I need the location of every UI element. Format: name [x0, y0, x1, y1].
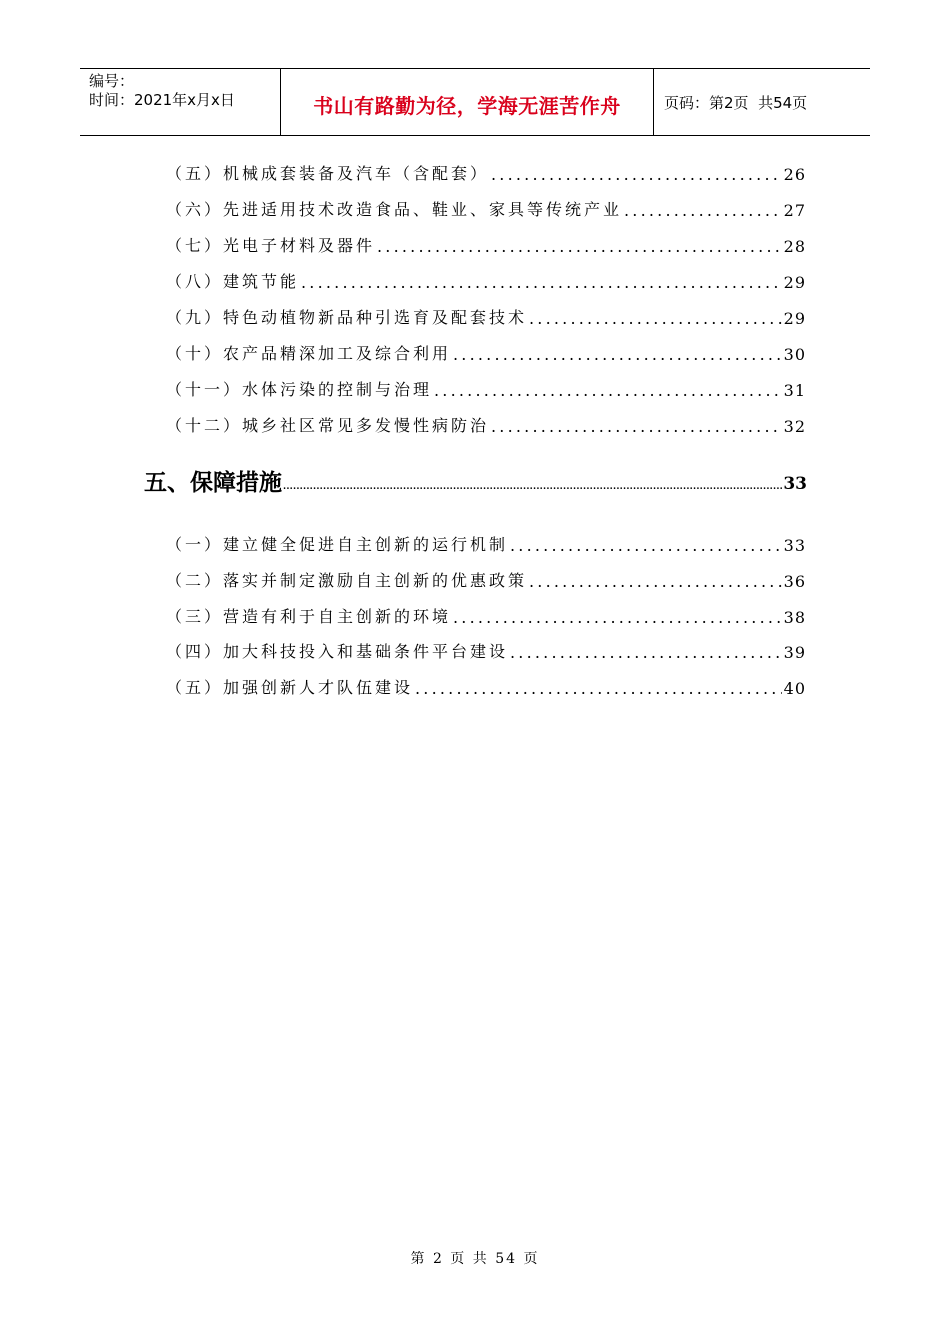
toc-entry-title: （九）特色动植物新品种引选育及配套技术: [166, 308, 528, 327]
toc-leader-dots: [377, 237, 782, 256]
toc-entry[interactable]: [166, 565, 806, 591]
toc-entry-title: （二）落实并制定激励自主创新的优惠政策: [166, 571, 528, 590]
header-page-label: 页码：第2页 共54页: [664, 93, 808, 112]
toc-entry-page: 36: [783, 572, 806, 591]
toc-entry-page: 27: [783, 201, 806, 220]
footer-page-number: 第 2 页 共 54 页: [410, 1251, 540, 1267]
toc-entry-title: （八）建筑节能: [166, 272, 300, 291]
toc-entry-page: 33: [783, 536, 806, 555]
toc-leader-dots: [415, 679, 782, 698]
toc-leader-dots: [529, 309, 782, 328]
toc-leader-dots: [491, 417, 782, 436]
toc-section-page: 33: [783, 474, 807, 494]
toc-entry-page: 38: [783, 608, 806, 627]
toc-leader-dots: [301, 273, 782, 292]
toc-entry-page: 32: [783, 417, 806, 436]
toc-leader-dots: [453, 608, 782, 627]
toc-entry-page: 40: [783, 679, 806, 698]
toc-entry-title: （七）光电子材料及器件: [166, 236, 376, 255]
toc-entry-page: 29: [783, 273, 806, 292]
toc-leader-dots: [283, 482, 782, 492]
document-time-label: 时间：2021年x月x日: [89, 91, 235, 109]
toc-section-entry[interactable]: [144, 464, 807, 498]
toc-entry-title: （十）农产品精深加工及综合利用: [166, 344, 452, 363]
toc-leader-dots: [453, 345, 782, 364]
header-motto-cell: [281, 69, 654, 135]
toc-leader-dots: [529, 572, 782, 591]
document-number-label: 编号：: [89, 72, 135, 90]
toc-leader-dots: [624, 201, 782, 220]
toc-entry-page: 30: [783, 345, 806, 364]
toc-entry-title: （四）加大科技投入和基础条件平台建设: [166, 642, 509, 661]
toc-entry[interactable]: [166, 374, 806, 400]
toc-entry-title: （五）加强创新人才队伍建设: [166, 678, 414, 697]
toc-leader-dots: [491, 165, 782, 184]
toc-entry-page: 39: [783, 643, 806, 662]
toc-entry[interactable]: [166, 672, 806, 698]
toc-entry-title: （五）机械成套装备及汽车（含配套）: [166, 164, 490, 183]
toc-entry-page: 26: [783, 165, 806, 184]
toc-entry-title: （三）营造有利于自主创新的环境: [166, 607, 452, 626]
toc-entry[interactable]: [166, 158, 806, 184]
toc-leader-dots: [434, 381, 782, 400]
toc-section-title: 五、保障措施: [144, 470, 282, 496]
toc-leader-dots: [510, 643, 782, 662]
toc-entry-page: 31: [783, 381, 806, 400]
toc-entry[interactable]: [166, 529, 806, 555]
toc-entry-title: （一）建立健全促进自主创新的运行机制: [166, 535, 509, 554]
toc-entry[interactable]: [166, 636, 806, 662]
header-page-cell: [654, 69, 870, 135]
page-footer: [0, 1248, 950, 1268]
document-header: [80, 68, 870, 136]
toc-entry-page: 29: [783, 309, 806, 328]
toc-entry[interactable]: [166, 266, 806, 292]
toc-entry[interactable]: [166, 230, 806, 256]
header-motto: 书山有路勤为径，学海无涯苦作舟: [313, 93, 621, 118]
toc-entry-title: （十一）水体污染的控制与治理: [166, 380, 433, 399]
toc-entry[interactable]: [166, 302, 806, 328]
toc-entry-page: 28: [783, 237, 806, 256]
toc-entry-title: （十二）城乡社区常见多发慢性病防治: [166, 416, 490, 435]
toc-entry[interactable]: [166, 338, 806, 364]
toc-entry-title: （六）先进适用技术改造食品、鞋业、家具等传统产业: [166, 200, 623, 219]
header-meta-cell: [80, 69, 281, 135]
toc-leader-dots: [510, 536, 782, 555]
toc-entry[interactable]: [166, 601, 806, 627]
toc-entry[interactable]: [166, 410, 806, 436]
toc-entry[interactable]: [166, 194, 806, 220]
